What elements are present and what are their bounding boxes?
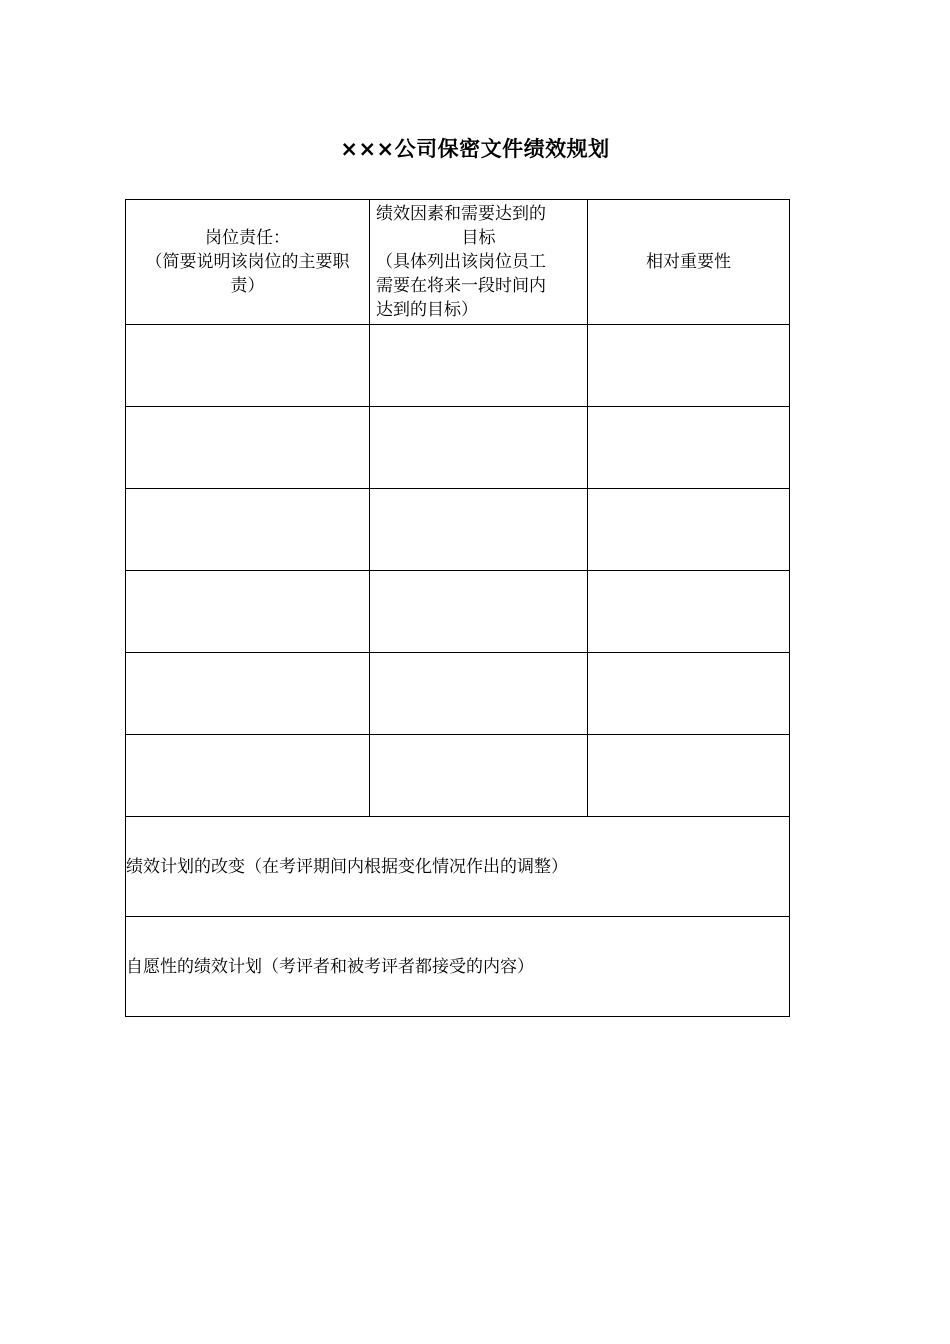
table-row — [126, 653, 790, 735]
header-performance-factors-note: （具体列出该岗位员工 — [376, 252, 546, 272]
importance-cell[interactable] — [588, 735, 790, 817]
responsibility-cell[interactable] — [126, 735, 370, 817]
header-job-responsibility-note-end: 责） — [230, 276, 265, 296]
performance-plan-table — [125, 199, 790, 1017]
voluntary-plan-cell[interactable] — [126, 917, 790, 1017]
table-row — [126, 735, 790, 817]
importance-cell[interactable] — [588, 653, 790, 735]
responsibility-cell[interactable] — [126, 325, 370, 407]
header-performance-factors-title-end: 目标 — [461, 228, 496, 248]
header-job-responsibility-note: （简要说明该岗位的主要职 — [145, 252, 350, 272]
table-row — [126, 571, 790, 653]
goal-cell[interactable] — [370, 489, 588, 571]
goal-cell[interactable] — [370, 407, 588, 489]
header-job-responsibility-title: 岗位责任： — [205, 228, 290, 248]
table-row — [126, 489, 790, 571]
importance-cell[interactable] — [588, 325, 790, 407]
header-relative-importance: 相对重要性 — [588, 200, 790, 325]
goal-cell[interactable] — [370, 325, 588, 407]
header-job-responsibility — [126, 200, 370, 325]
goal-cell[interactable] — [370, 735, 588, 817]
voluntary-plan-row — [126, 917, 790, 1017]
importance-cell[interactable] — [588, 407, 790, 489]
header-performance-factors-note-end: 达到的目标） — [376, 300, 478, 320]
importance-cell[interactable] — [588, 571, 790, 653]
table-header-row — [126, 200, 790, 325]
importance-cell[interactable] — [588, 489, 790, 571]
responsibility-cell[interactable] — [126, 571, 370, 653]
plan-change-row — [126, 817, 790, 917]
plan-change-label: 绩效计划的改变（在考评期间内根据变化情况作出的调整） — [126, 857, 568, 877]
header-performance-factors-title: 绩效因素和需要达到的 — [376, 204, 546, 224]
header-performance-factors — [370, 200, 588, 325]
goal-cell[interactable] — [370, 571, 588, 653]
goal-cell[interactable] — [370, 653, 588, 735]
plan-change-cell[interactable] — [126, 817, 790, 917]
table-row — [126, 325, 790, 407]
voluntary-plan-label: 自愿性的绩效计划（考评者和被考评者都接受的内容） — [126, 957, 534, 977]
document-title: ×××公司保密文件绩效规划 — [340, 137, 610, 161]
responsibility-cell[interactable] — [126, 489, 370, 571]
responsibility-cell[interactable] — [126, 407, 370, 489]
table-row — [126, 407, 790, 489]
responsibility-cell[interactable] — [126, 653, 370, 735]
header-performance-factors-note-2: 需要在将来一段时间内 — [376, 276, 546, 296]
